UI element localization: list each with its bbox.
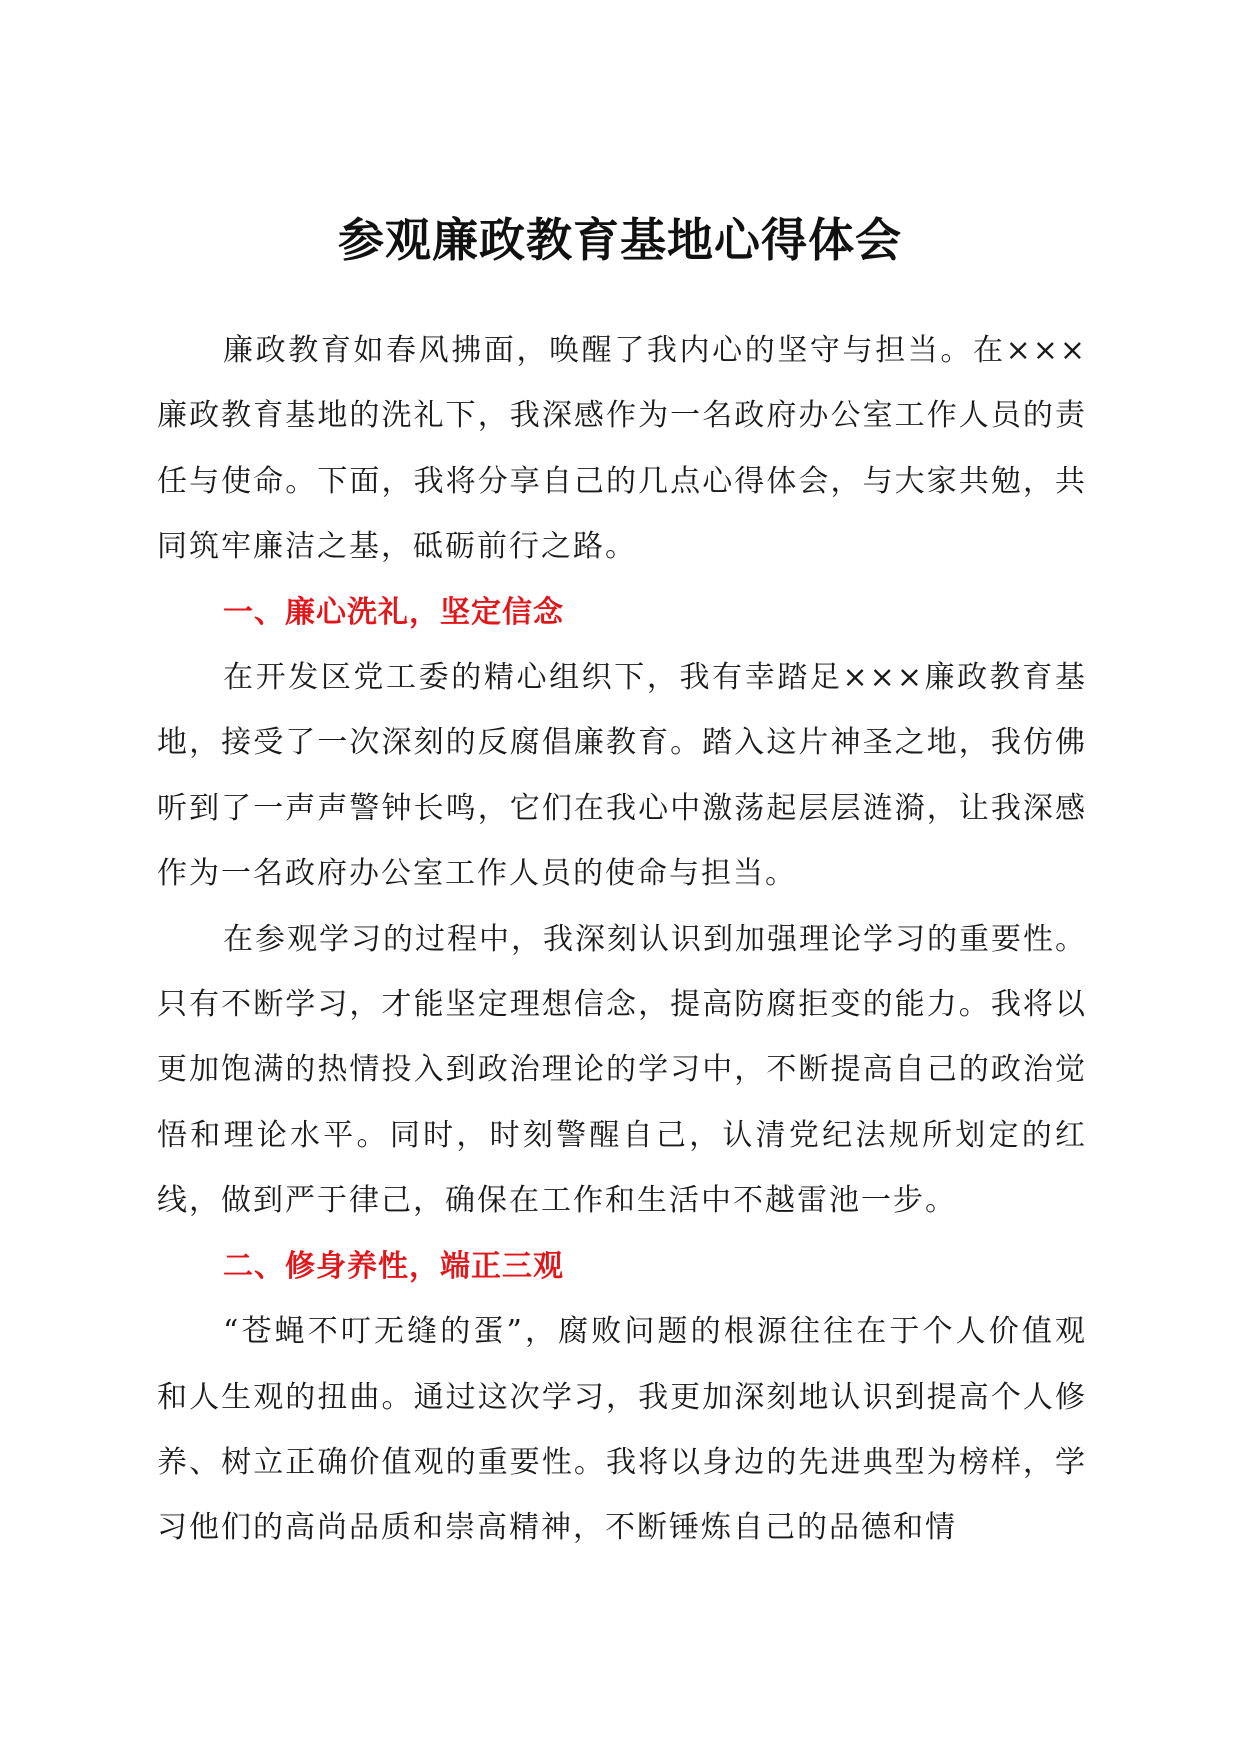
document-body bbox=[157, 318, 1087, 1561]
section-heading-1: 一、廉心洗礼，坚定信念 bbox=[223, 594, 564, 630]
section-heading-2: 二、修身养性，端正三观 bbox=[223, 1248, 564, 1284]
intro-paragraph: 廉政教育如春风拂面，唤醒了我内心的坚守与担当。在×××廉政教育基地的洗礼下，我深感作为一名政府办公室工作人员的责任与使命。下面，我将分享自己的几点心得体会，与大家共勉，共同筑牢廉洁之基，砥砺前行之路。 bbox=[157, 333, 1087, 565]
section1-paragraph-1: 在开发区党工委的精心组织下，我有幸踏足×××廉政教育基地，接受了一次深刻的反腐倡廉教育。踏入这片神圣之地，我仿佛听到了一声声警钟长鸣，它们在我心中激荡起层层涟漪，让我深感作为一名政府办公室工作人员的使命与担当。 bbox=[157, 660, 1087, 892]
document-title: 参观廉政教育基地心得体会 bbox=[338, 213, 902, 267]
section1-paragraph-2: 在参观学习的过程中，我深刻认识到加强理论学习的重要性。只有不断学习，才能坚定理想信念，提高防腐拒变的能力。我将以更加饱满的热情投入到政治理论的学习中，不断提高自己的政治觉悟和理论水平。同时，时刻警醒自己，认清党纪法规所划定的红线，做到严于律己，确保在工作和生活中不越雷池一步。 bbox=[157, 921, 1087, 1219]
section2-paragraph-1: “苍蝇不叮无缝的蛋”，腐败问题的根源往往在于个人价值观和人生观的扭曲。通过这次学习，我更加深刻地认识到提高个人修养、树立正确价值观的重要性。我将以身边的先进典型为榜样，学习他们的高尚品质和崇高精神，不断锤炼自己的品德和情 bbox=[157, 1314, 1087, 1546]
